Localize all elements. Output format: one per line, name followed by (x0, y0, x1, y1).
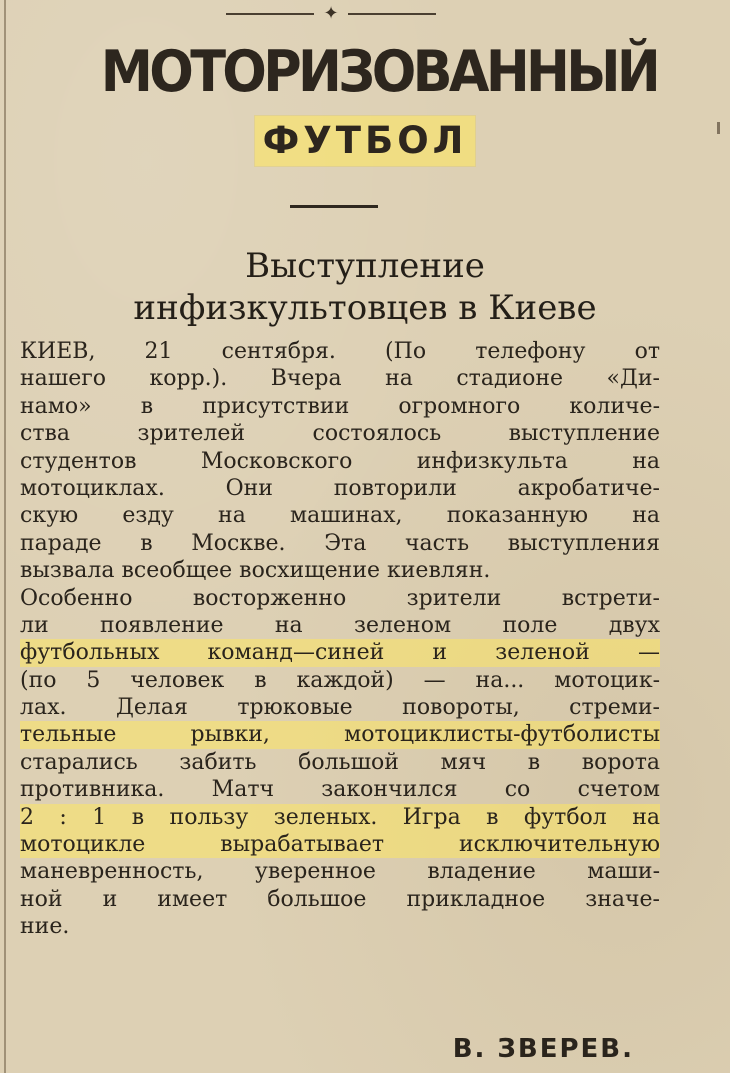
article-title-line-1: Выступление (245, 246, 485, 286)
article-line: противника. Матч закончился со счетом (20, 777, 660, 803)
author-signature: В. ЗВЕРЕВ. (452, 1034, 634, 1064)
article-line: студентов Московского инфизкульта на (20, 448, 660, 474)
star-icon: ✦ (323, 3, 339, 24)
top-ornament (226, 3, 436, 24)
article-line: параде в Москве. Эта часть выступления (20, 530, 660, 556)
highlighted-article-line: 2 : 1 в пользу зеленых. Игра в футбол на (20, 804, 660, 830)
highlighted-article-line: тельные рывки, мотоциклисты-футболисты (20, 722, 660, 748)
article-title-line-2: инфизкультовцев в Киеве (133, 288, 597, 328)
article-line: маневренность, уверенное владение маши- (20, 859, 660, 885)
article-line: ной и имеет большое прикладное значе- (20, 886, 660, 912)
article-line: ли появление на зеленом поле двух (20, 612, 660, 638)
article-line: намо» в присутствии огромного количе- (20, 393, 660, 419)
subheadline (0, 116, 730, 166)
article-line: вызвала всеобщее восхищение киевлян. (20, 558, 491, 584)
article-line: нашего корр.). Вчера на стадионе «Ди- (20, 366, 660, 392)
ornament-rule-right (348, 13, 436, 15)
article-line: скую езду на машинах, показанную на (20, 503, 660, 529)
article-line: лах. Делая трюковые повороты, стреми- (20, 695, 660, 721)
article-line: ства зрителей состоялось выступление (20, 421, 660, 447)
article-line: старались забить большой мяч в ворота (20, 749, 660, 775)
highlighted-article-line: мотоцикле вырабатывает исключительную (20, 832, 660, 858)
headline: МОТОРИЗОВАННЫЙ (100, 39, 658, 105)
article-line: Особенно восторженно зрители встрети- (20, 585, 660, 611)
article-body (20, 338, 660, 941)
ornament-rule-left (226, 13, 314, 15)
article-line: ние. (20, 914, 70, 940)
section-divider (290, 205, 378, 208)
highlighted-article-line: футбольных команд—синей и зеленой — (20, 640, 660, 666)
article-line: (по 5 человек в каждой) — на... мотоцик- (20, 667, 660, 693)
article-line: КИЕВ, 21 сентября. (По телефону от (20, 339, 660, 364)
article-line: мотоциклах. Они повторили акробатиче- (20, 475, 660, 501)
subheadline-text: ФУТБОЛ (255, 116, 476, 166)
